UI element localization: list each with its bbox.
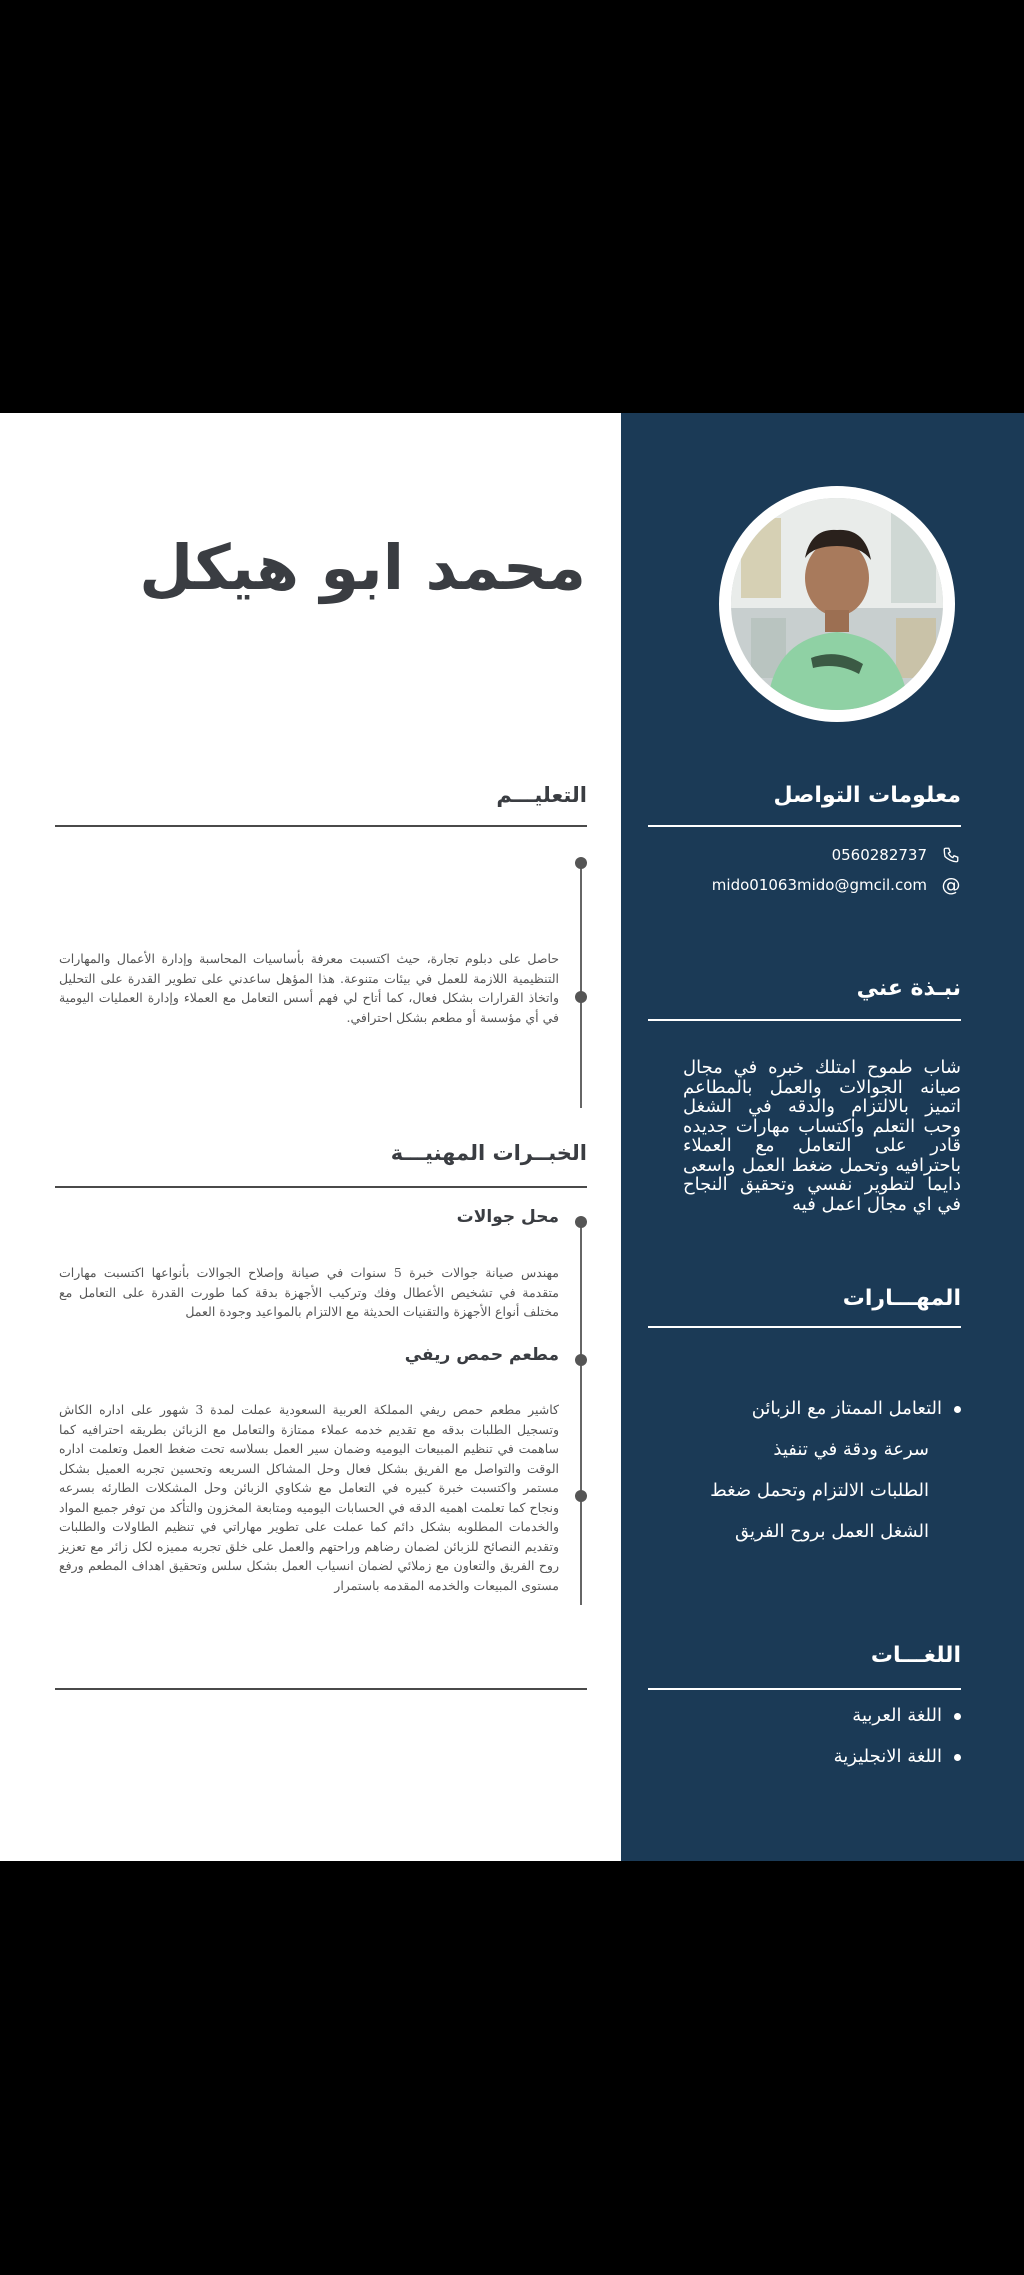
education-timeline: [580, 863, 582, 1108]
experience-heading: الخبــرات المهنيـــة: [390, 1141, 587, 1165]
skills-list: [661, 1388, 961, 1552]
contact-email-row: [712, 875, 961, 895]
skill-line: الطلبات الالتزام وتحمل ضغط: [710, 1480, 929, 1501]
languages-divider: [648, 1688, 961, 1690]
skills-heading: المهـــارات: [842, 1286, 961, 1311]
bottom-divider: [55, 1688, 587, 1690]
languages-list: [661, 1695, 961, 1777]
timeline-dot: [575, 991, 587, 1003]
contact-phone-row: [832, 845, 961, 865]
timeline-dot: [575, 1354, 587, 1366]
about-heading: نبـذة عني: [856, 976, 961, 1001]
contact-divider: [648, 825, 961, 827]
at-icon: @: [941, 874, 961, 896]
language-item: اللغة الانجليزية: [661, 1736, 961, 1777]
profile-photo-frame: [719, 486, 955, 722]
resume-page: [0, 413, 1024, 1861]
profile-photo: [731, 498, 943, 710]
experience-timeline: [580, 1221, 582, 1605]
skill-line: الشغل العمل بروح الفريق: [734, 1521, 929, 1542]
sidebar: [621, 413, 1024, 1861]
phone-icon: [941, 845, 961, 865]
education-divider: [55, 825, 587, 827]
about-divider: [648, 1019, 961, 1021]
bullet-icon: [954, 1754, 961, 1761]
job-title: مطعم حمص ريفي: [404, 1345, 559, 1365]
education-text: حاصل على دبلوم تجارة، حيث اكتسبت معرفة بأساسيات المحاسبة وإدارة الأعمال والمهارات التنظيمية اللازمة للعمل في بيئات متنوعة. هذا المؤهل ساعدني على تطوير القدرة على التحليل واتخاذ القرارات بشكل فعال، كما أتاح لي فهم أسس التعامل مع العملاء وإدارة العمليات اليومية في أي مؤسسة أو مطعم بشكل احترافي.: [59, 951, 559, 1025]
contact-phone[interactable]: 0560282737: [831, 846, 927, 864]
job-description: مهندس صيانة جوالات خبرة 5 سنوات في صيانة وإصلاح الجوالات بأنواعها اكتسبت مهارات متقدمة في تشخيص الأعطال وفك وتركيب الأجهزة بدقة كما طورت القدرة على التعامل مع مختلف أنواع الأجهزة والتقنيات الحديثة مع الالتزام بالمواعيد وجودة العمل: [59, 1265, 559, 1319]
experience-divider: [55, 1186, 587, 1188]
timeline-dot: [575, 1490, 587, 1502]
timeline-dot: [575, 1216, 587, 1228]
skills-divider: [648, 1326, 961, 1328]
language-item: اللغة العربية: [661, 1695, 961, 1736]
education-heading: التعليـــم: [496, 783, 587, 807]
about-text: شاب طموح امتلك خبره في مجال صيانه الجوالات والعمل بالمطاعم اتميز بالالتزام والدقه في الشغل وحب التعلم واكتساب مهارات جديده قادر على التعامل مع العملاء باحترافيه وتحمل ضغط العمل واسعى دايما لتطوير نفسي وتحقيق النجاح في اي مجال اعمل فيه: [683, 1057, 961, 1215]
skill-line: سرعة ودقة في تنفيذ: [773, 1439, 929, 1460]
contact-email[interactable]: mido01063mido@gmcil.com: [711, 876, 927, 894]
languages-heading: اللغـــات: [870, 1643, 961, 1668]
bullet-icon: [954, 1713, 961, 1720]
bullet-icon: [954, 1406, 961, 1413]
timeline-dot: [575, 857, 587, 869]
main-content: [0, 413, 621, 1861]
job-description: كاشير مطعم حمص ريفي المملكة العربية السعودية عملت لمدة 3 شهور على اداره الكاش وتسجيل الطلبات بدقه مع تقديم خدمه عملاء ممتازة والتعامل مع الزبائن بطريقه احترافيه كما ساهمت في تنظيم المبيعات اليوميه وضمان سير العمل بسلاسه تحت ضغط العمل وتعلمت اداره الوقت والتواصل مع الفريق بشكل فعال وحل المشاكل السريعه وتحسين تجربه العميل بشكل مستمر واكتسبت خبرة كبيره في التعامل مع شكاوي الزبائن وحل المشكلات الطارئه بسرعه ونجاح كما تعلمت اهميه الدقه في الحسابات اليوميه ومتابعة المخزون والتأكد من توفر جميع المواد والخدمات المطلوبه بشكل دائم كما عملت على تطوير مهاراتي في تنظيم الطاولات والطلبات وتقديم النصائح للزبائن لضمان رضاهم وراحتهم والعمل على خلق تجربه مميزه لكل زائر مع تعزيز روح الفريق والتعاون مع زملائي لضمان انسياب العمل بشكل سلس وتحقيق اهداف المطعم ورفع مستوى المبيعات والخدمه المقدمه باستمرار: [59, 1402, 559, 1593]
person-name: محمد ابو هيكل: [139, 531, 586, 604]
job-title: محل جوالات: [456, 1207, 559, 1227]
contact-heading: معلومات التواصل: [773, 783, 961, 808]
skill-line: التعامل الممتاز مع الزبائن: [661, 1388, 961, 1429]
